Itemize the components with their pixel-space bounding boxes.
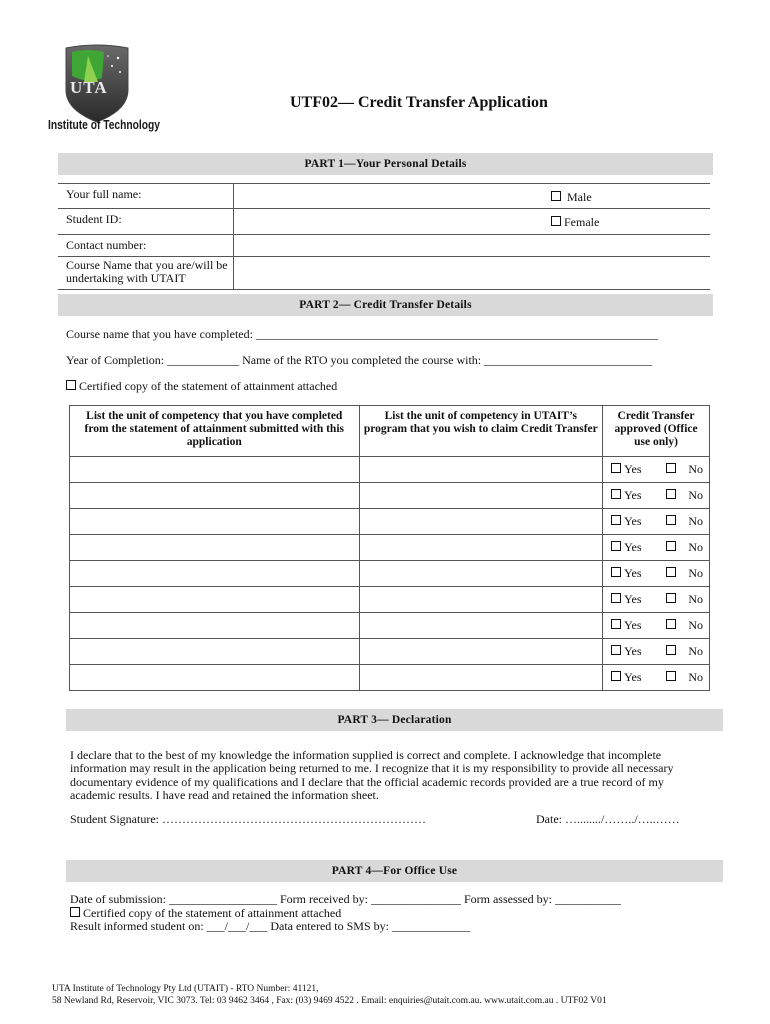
unit-row <box>70 457 710 483</box>
yes-option[interactable] <box>611 670 641 685</box>
unit-row <box>70 535 710 561</box>
completed-unit-cell[interactable] <box>70 535 360 561</box>
contact-number-field[interactable] <box>235 236 705 255</box>
yes-option[interactable] <box>611 462 641 477</box>
no-label: No <box>688 566 703 580</box>
no-option[interactable] <box>666 644 703 659</box>
declaration-text: I declare that to the best of my knowledge the information supplied is correct and complete. I acknowledge that incomplete information may result in the application being returned to me. I recognize that it is my responsibility to provide all necessary documentary evidence of my qualifications and I declare that the official academic records provided are a true record of my academic results. I have read and retained the information sheet. <box>70 748 674 802</box>
yes-checkbox[interactable] <box>611 671 621 681</box>
yes-option[interactable] <box>611 514 641 529</box>
part1-heading: PART 1—Your Personal Details <box>58 153 713 175</box>
utait-unit-cell[interactable] <box>359 665 603 691</box>
utait-unit-cell[interactable] <box>359 483 603 509</box>
no-checkbox[interactable] <box>666 541 676 551</box>
utait-unit-cell[interactable] <box>359 561 603 587</box>
female-label: Female <box>564 215 600 229</box>
unit-table <box>69 405 710 691</box>
approval-cell <box>603 587 710 613</box>
office-submission-line[interactable]: Date of submission: __________________ Form received by: _______________ Form assessed by: ___________ <box>70 892 621 906</box>
certified-copy-checkbox[interactable] <box>66 380 76 390</box>
approval-cell <box>603 457 710 483</box>
no-checkbox[interactable] <box>666 619 676 629</box>
footer-line-2: 58 Newland Rd, Reservoir, VIC 3073. Tel: 03 9462 3464 , Fax: (03) 9469 4522 . Email: enquiries@utait.com.au. www.utait.com.au . UTF02 V01 <box>52 996 607 1006</box>
divider <box>233 183 234 289</box>
col-completed-units: List the unit of competency that you have completed from the statement of attainment submitted with this application <box>70 406 360 457</box>
approval-cell <box>603 535 710 561</box>
full-name-field[interactable] <box>235 185 535 207</box>
no-label: No <box>688 618 703 632</box>
logo-text: UTA <box>70 78 108 97</box>
yes-checkbox[interactable] <box>611 489 621 499</box>
divider <box>58 289 710 290</box>
approval-cell <box>603 639 710 665</box>
yes-label: Yes <box>624 566 642 580</box>
completed-unit-cell[interactable] <box>70 639 360 665</box>
approval-cell <box>603 483 710 509</box>
completed-unit-cell[interactable] <box>70 457 360 483</box>
no-label: No <box>688 592 703 606</box>
certified-copy-option[interactable] <box>66 379 337 394</box>
male-label: Male <box>567 190 592 204</box>
no-option[interactable] <box>666 592 703 607</box>
no-option[interactable] <box>666 566 703 581</box>
student-id-field[interactable] <box>235 210 535 232</box>
female-option[interactable] <box>551 215 599 230</box>
utait-unit-cell[interactable] <box>359 509 603 535</box>
course-name-label: Course Name that you are/will be undertaking with UTAIT <box>66 258 228 285</box>
no-label: No <box>688 462 703 476</box>
completed-unit-cell[interactable] <box>70 665 360 691</box>
unit-row <box>70 665 710 691</box>
unit-row <box>70 509 710 535</box>
office-certified-label: Certified copy of the statement of attainment attached <box>83 906 342 920</box>
utait-unit-cell[interactable] <box>359 457 603 483</box>
no-label: No <box>688 514 703 528</box>
utait-unit-cell[interactable] <box>359 613 603 639</box>
utait-unit-cell[interactable] <box>359 587 603 613</box>
no-option[interactable] <box>666 462 703 477</box>
yes-checkbox[interactable] <box>611 567 621 577</box>
approval-cell <box>603 665 710 691</box>
unit-table-header <box>70 406 710 457</box>
full-name-label: Your full name: <box>66 187 142 201</box>
footer-line-1: UTA Institute of Technology Pty Ltd (UTAIT) - RTO Number: 41121, <box>52 984 319 994</box>
yes-label: Yes <box>624 462 642 476</box>
approval-cell <box>603 509 710 535</box>
no-checkbox[interactable] <box>666 593 676 603</box>
yes-label: Yes <box>624 644 642 658</box>
female-checkbox[interactable] <box>551 216 561 226</box>
no-option[interactable] <box>666 514 703 529</box>
part2-heading: PART 2— Credit Transfer Details <box>58 294 713 316</box>
male-option[interactable] <box>551 190 592 205</box>
completed-unit-cell[interactable] <box>70 587 360 613</box>
yes-option[interactable] <box>611 644 641 659</box>
divider <box>58 256 710 257</box>
no-checkbox[interactable] <box>666 567 676 577</box>
yes-label: Yes <box>624 488 642 502</box>
utait-unit-cell[interactable] <box>359 535 603 561</box>
divider <box>58 234 710 235</box>
completed-unit-cell[interactable] <box>70 561 360 587</box>
yes-option[interactable] <box>611 592 641 607</box>
male-checkbox[interactable] <box>551 191 561 201</box>
yes-option[interactable] <box>611 618 641 633</box>
part4-heading: PART 4—For Office Use <box>66 860 723 882</box>
yes-option[interactable] <box>611 540 641 555</box>
col-approval: Credit Transfer approved (Office use only) <box>603 406 710 457</box>
unit-row <box>70 639 710 665</box>
completed-unit-cell[interactable] <box>70 613 360 639</box>
divider <box>58 183 710 184</box>
no-option[interactable] <box>666 618 703 633</box>
page-title: UTF02— Credit Transfer Application <box>290 94 548 111</box>
unit-row <box>70 613 710 639</box>
yes-checkbox[interactable] <box>611 541 621 551</box>
approval-cell <box>603 613 710 639</box>
utait-unit-cell[interactable] <box>359 639 603 665</box>
part3-heading: PART 3— Declaration <box>66 709 723 731</box>
yes-option[interactable] <box>611 566 641 581</box>
completed-unit-cell[interactable] <box>70 483 360 509</box>
yes-checkbox[interactable] <box>611 463 621 473</box>
no-label: No <box>688 488 703 502</box>
no-option[interactable] <box>666 670 703 685</box>
no-checkbox[interactable] <box>666 463 676 473</box>
unit-row <box>70 587 710 613</box>
course-name-field[interactable] <box>235 258 705 288</box>
contact-number-label: Contact number: <box>66 238 147 252</box>
certified-copy-label: Certified copy of the statement of attainment attached <box>79 379 338 393</box>
no-option[interactable] <box>666 488 703 503</box>
yes-label: Yes <box>624 592 642 606</box>
signature-date-line[interactable]: Date: …......../……../…..…… <box>536 812 680 826</box>
student-signature-line[interactable]: Student Signature: ………………………………………………………… <box>70 812 426 826</box>
yes-option[interactable] <box>611 488 641 503</box>
completed-course-line[interactable]: Course name that you have completed: ___________________________________________________________________ <box>66 327 658 341</box>
no-label: No <box>688 644 703 658</box>
unit-row <box>70 561 710 587</box>
no-checkbox[interactable] <box>666 671 676 681</box>
yes-checkbox[interactable] <box>611 619 621 629</box>
yes-label: Yes <box>624 540 642 554</box>
year-rto-line[interactable]: Year of Completion: ____________ Name of the RTO you completed the course with: ____________________________ <box>66 353 653 367</box>
yes-label: Yes <box>624 670 642 684</box>
no-checkbox[interactable] <box>666 489 676 499</box>
yes-label: Yes <box>624 514 642 528</box>
yes-checkbox[interactable] <box>611 515 621 525</box>
student-id-label: Student ID: <box>66 212 122 226</box>
approval-cell <box>603 561 710 587</box>
divider <box>58 208 710 209</box>
no-checkbox[interactable] <box>666 645 676 655</box>
office-certified-checkbox[interactable] <box>70 907 80 917</box>
institute-logo <box>48 42 160 138</box>
office-result-line[interactable]: Result informed student on: ___/___/___ Data entered to SMS by: _____________ <box>70 919 470 933</box>
footer <box>52 983 607 1007</box>
no-label: No <box>688 670 703 684</box>
no-option[interactable] <box>666 540 703 555</box>
logo-subtitle: Institute of Technology <box>48 118 160 132</box>
no-label: No <box>688 540 703 554</box>
col-utait-units: List the unit of competency in UTAIT’s program that you wish to claim Credit Transfer <box>359 406 603 457</box>
no-checkbox[interactable] <box>666 515 676 525</box>
yes-checkbox[interactable] <box>611 645 621 655</box>
yes-checkbox[interactable] <box>611 593 621 603</box>
completed-unit-cell[interactable] <box>70 509 360 535</box>
yes-label: Yes <box>624 618 642 632</box>
unit-row <box>70 483 710 509</box>
